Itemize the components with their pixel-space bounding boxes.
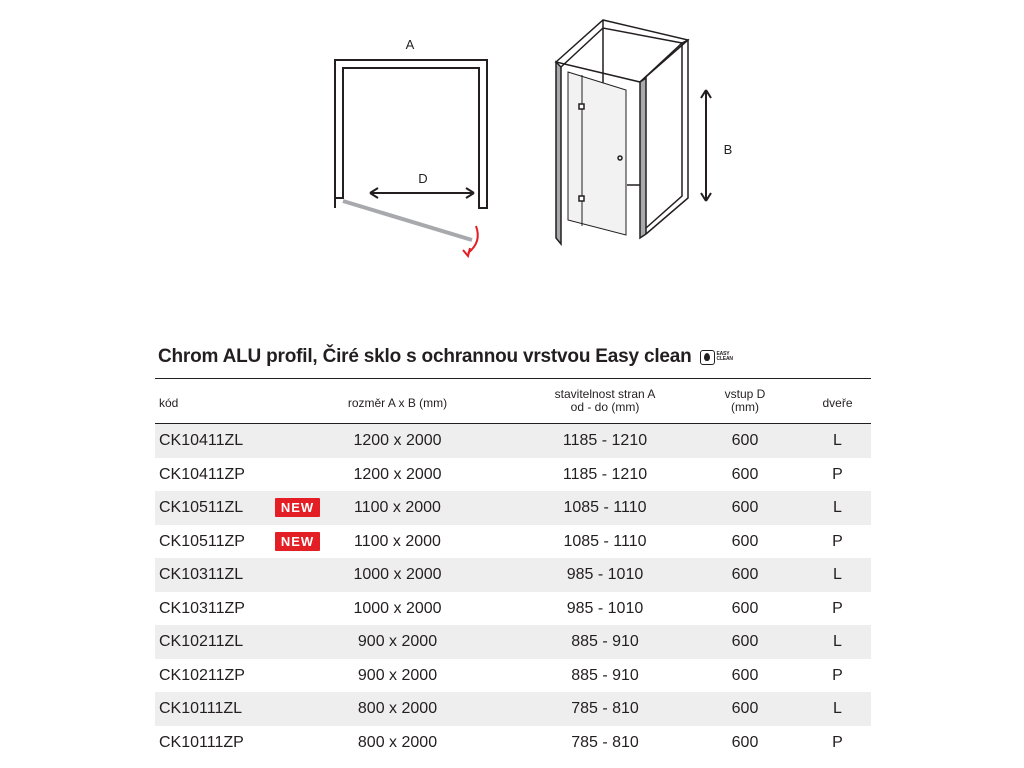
cell-entry: 600 [731,666,759,684]
cell-adjust: 785 - 810 [571,700,639,717]
cell-adjust: 785 - 810 [571,733,639,751]
cell-door: P [832,532,843,550]
easy-clean-line1: EASY [716,351,730,357]
cell-size: 1100 x 2000 [354,532,441,550]
easy-clean-badge [700,350,733,365]
header-code: kód [159,396,179,410]
header-adjust [510,388,700,414]
cell-code: CK10311ZP [159,599,245,617]
cell-entry: 600 [731,733,759,751]
easy-clean-line2: CLEAN [716,356,733,362]
cell-size: 800 x 2000 [357,733,438,751]
cell-door: L [833,700,842,717]
header-adjust-line2: od - do (mm) [570,400,640,414]
new-badge: NEW [275,498,320,517]
table-row [155,424,871,458]
cell-door: P [832,599,843,617]
cell-entry: 600 [731,432,759,449]
cell-code: CK10211ZP [159,666,245,684]
title-text: Chrom ALU profil, Čiré sklo s ochrannou vrstvou Easy clean [158,346,692,367]
table-row [155,726,871,760]
table-row [155,525,871,559]
cell-code: CK10111ZP [159,733,244,751]
cell-entry: 600 [731,633,759,650]
cell-code: CK10411ZL [159,432,244,449]
water-drop-icon [700,350,715,365]
perspective-view-drawing [556,20,688,244]
header-entry [710,388,780,414]
shower-dimension-diagram [0,0,1024,300]
table-row [155,592,871,626]
cell-door: P [832,733,843,751]
table-row [155,491,871,525]
cell-code: CK10111ZL [159,700,243,717]
header-entry-line1: vstup D [724,387,766,401]
cell-entry: 600 [731,566,759,583]
cell-door: L [833,432,842,449]
cell-size: 1200 x 2000 [353,432,442,449]
height-arrow [701,90,711,201]
header-adjust-line1: stavitelnost stran A [554,387,656,401]
cell-code: CK10411ZP [159,465,245,483]
table-row [155,692,871,726]
product-table [155,380,871,751]
cell-entry: 600 [731,465,759,483]
header-door: dveře [822,396,853,410]
cell-entry: 600 [731,700,759,717]
cell-size: 1000 x 2000 [353,566,442,583]
cell-door: L [833,566,842,583]
cell-size: 900 x 2000 [357,666,438,684]
cell-adjust: 1085 - 1110 [563,532,647,550]
cell-code: CK10211ZL [159,633,244,650]
cell-door: L [833,633,842,650]
cell-adjust: 885 - 910 [571,666,639,684]
cell-adjust: 885 - 910 [571,633,639,650]
cell-size: 1000 x 2000 [353,599,442,617]
label-a: A [405,37,415,52]
cell-size: 1100 x 2000 [354,499,441,516]
cell-adjust: 985 - 1010 [566,599,644,617]
table-row [155,625,871,659]
cell-code: CK10311ZL [159,566,244,583]
easy-clean-label [717,352,733,362]
table-header [155,380,871,424]
header-entry-line2: (mm) [731,400,759,414]
label-b: B [723,142,733,157]
cell-size: 900 x 2000 [357,633,438,650]
cell-door: P [832,666,843,684]
table-body [155,424,871,759]
cell-size: 800 x 2000 [357,700,438,717]
cell-adjust: 985 - 1010 [566,566,644,583]
cell-door: L [833,499,842,516]
cell-door: P [832,465,843,483]
new-badge: NEW [275,532,320,551]
cell-code: CK10511ZL [159,499,244,516]
cell-adjust: 1185 - 1210 [562,465,648,483]
cell-adjust: 1185 - 1210 [562,432,648,449]
top-view-drawing [335,60,487,240]
cell-code: CK10511ZP [159,532,245,550]
table-row [155,458,871,492]
cell-adjust: 1085 - 1110 [563,499,647,516]
cell-size: 1200 x 2000 [353,465,442,483]
cell-entry: 600 [731,599,759,617]
table-top-rule [155,378,871,379]
header-size: rozměr A x B (mm) [347,396,448,410]
table-row [155,659,871,693]
cell-entry: 600 [731,532,759,550]
cell-entry: 600 [731,499,759,516]
table-row [155,558,871,592]
label-d: D [418,171,428,186]
table-title [158,346,733,368]
